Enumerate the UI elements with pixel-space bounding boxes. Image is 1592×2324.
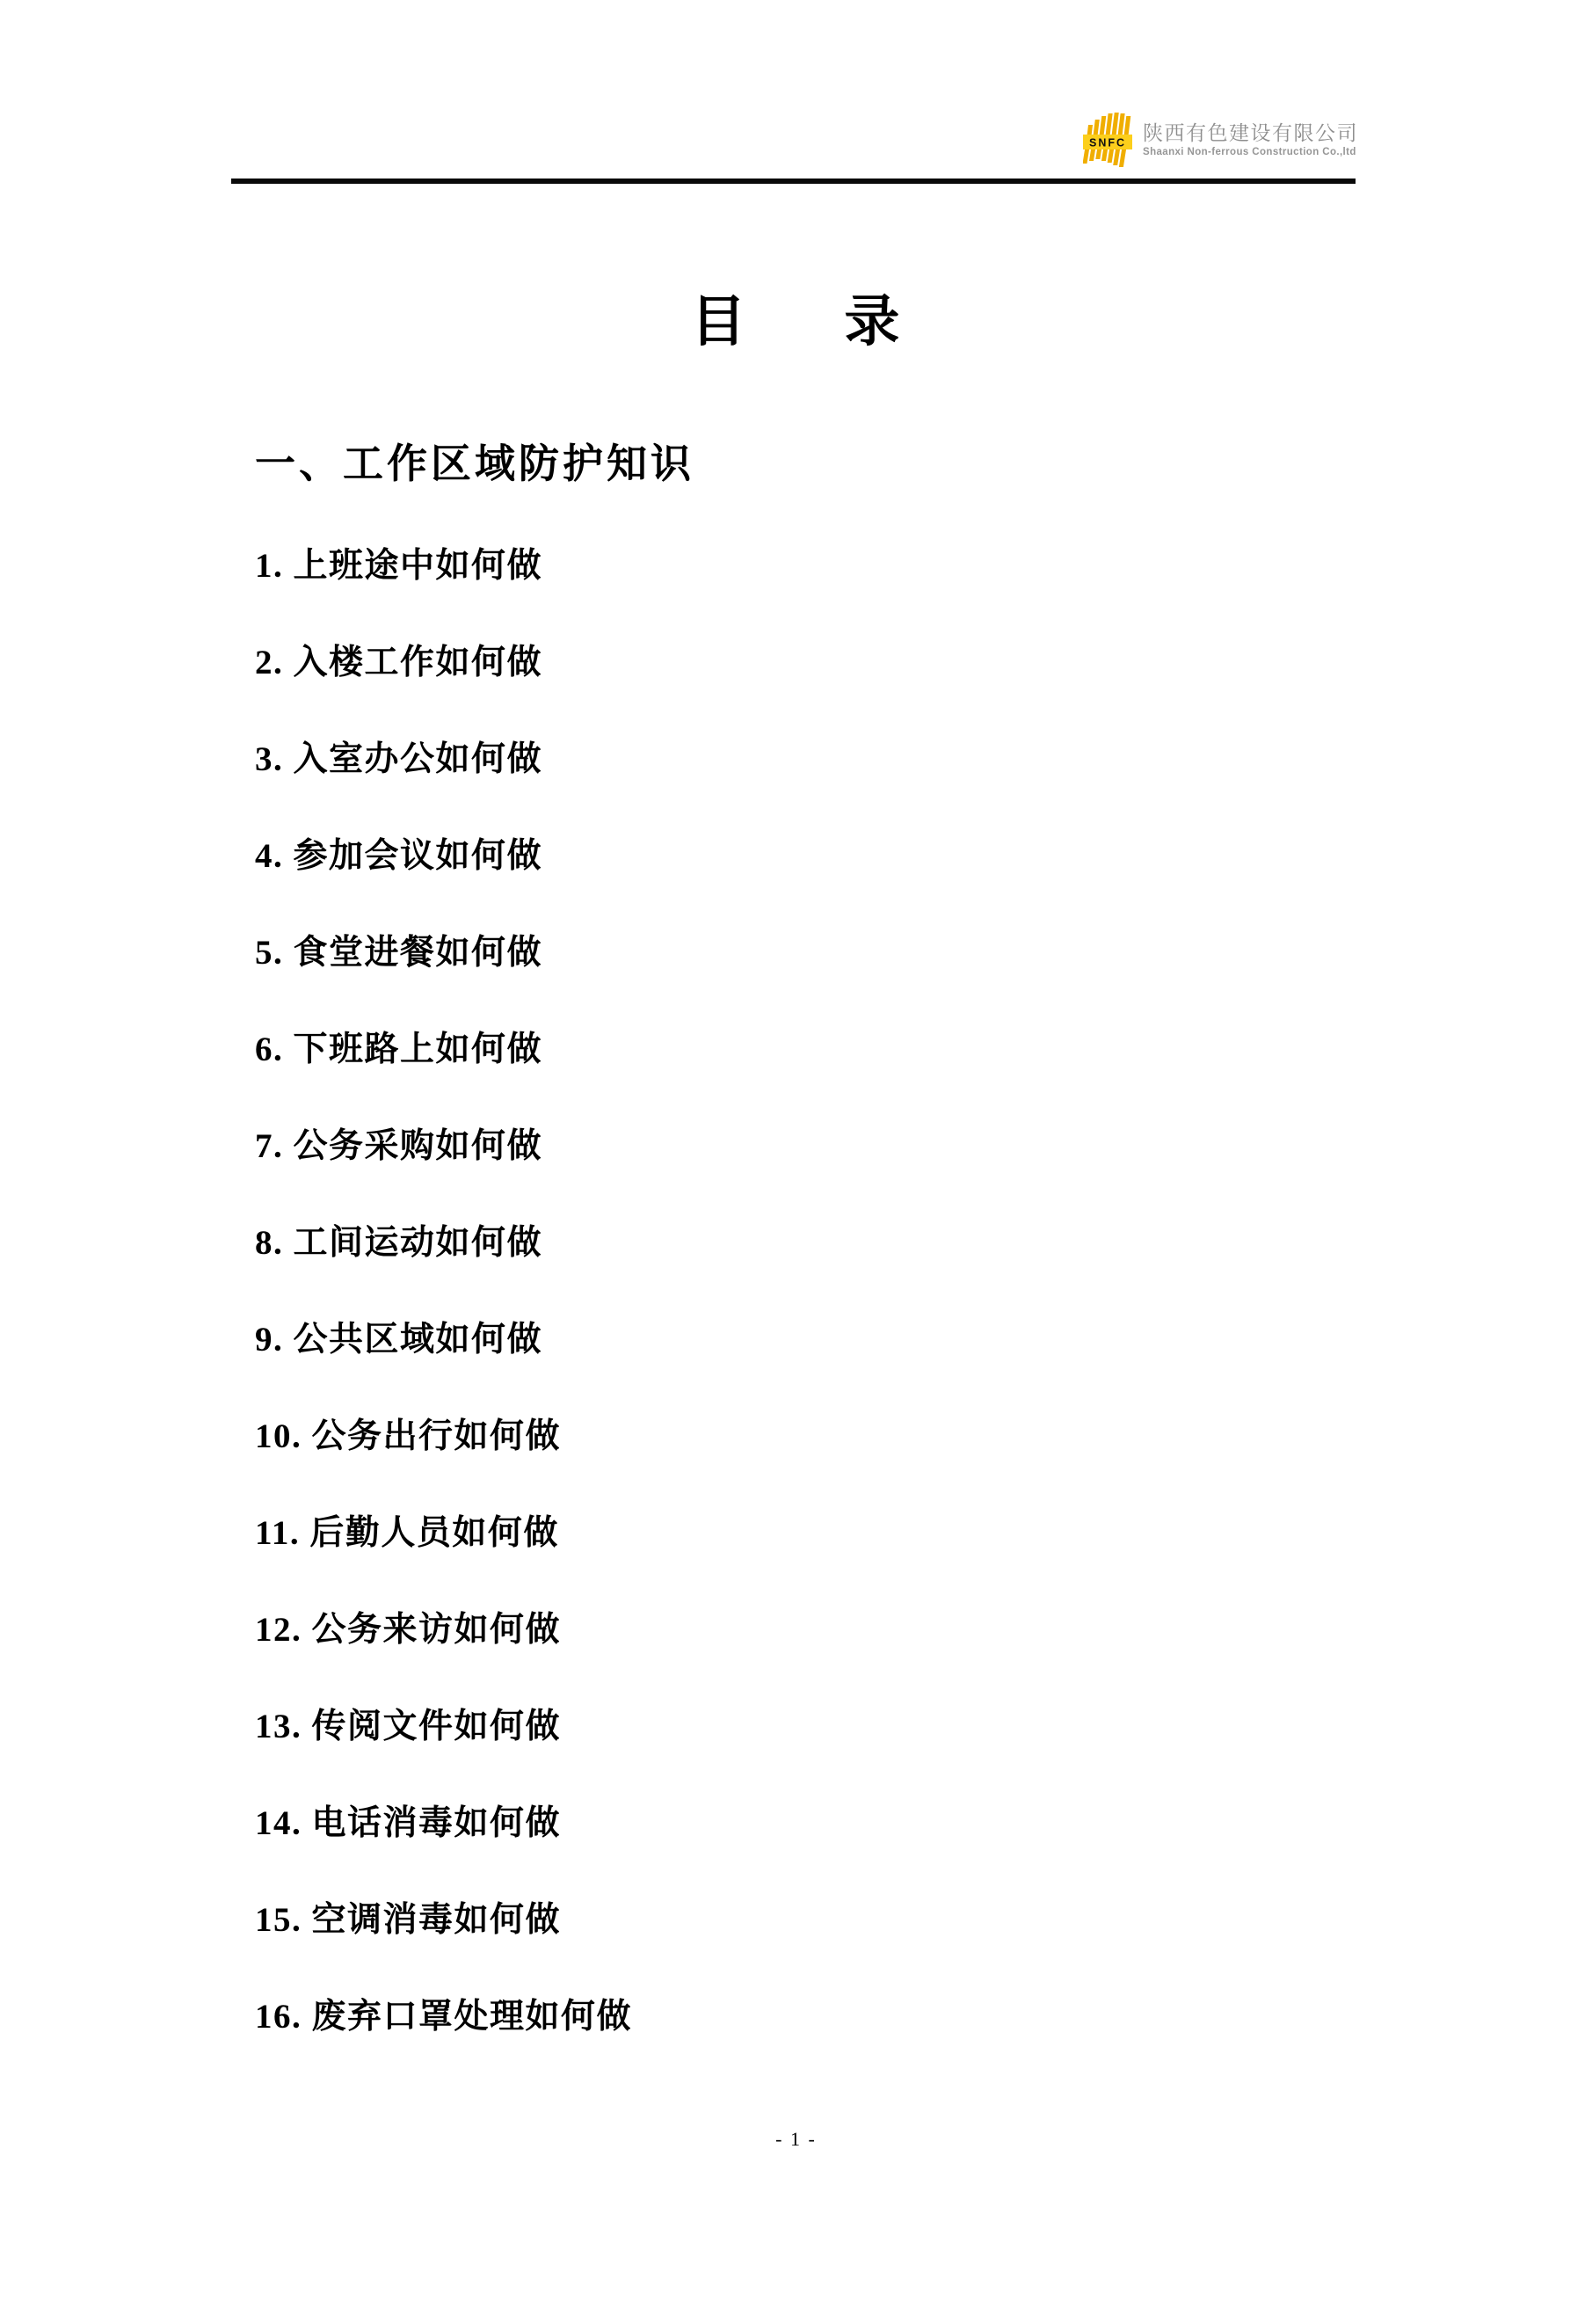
header-logo xyxy=(1083,111,1358,169)
toc-item-13: 13. 传阅文件如何做 xyxy=(255,1708,562,1745)
company-name-cn: 陕西有色建设有限公司 xyxy=(1143,120,1358,144)
toc-item-15: 15. 空调消毒如何做 xyxy=(255,1901,562,1939)
toc-item-9: 9. 公共区域如何做 xyxy=(255,1321,543,1359)
toc-item-1: 1. 上班途中如何做 xyxy=(255,547,543,585)
header-divider xyxy=(231,178,1356,184)
section-heading: 一、工作区域防护知识 xyxy=(255,441,694,486)
toc-list xyxy=(255,514,1354,2062)
company-name-block xyxy=(1143,122,1358,157)
page-title: 目 录 xyxy=(690,291,902,353)
toc-item-16: 16. 废弃口罩处理如何做 xyxy=(255,1998,633,2036)
toc-item-10: 10. 公务出行如何做 xyxy=(255,1417,562,1455)
toc-item-5: 5. 食堂进餐如何做 xyxy=(255,934,543,972)
company-logo-icon xyxy=(1083,111,1134,169)
toc-item-7: 7. 公务采购如何做 xyxy=(255,1127,543,1165)
page-number: - 1 - xyxy=(775,2128,817,2150)
toc-item-14: 14. 电话消毒如何做 xyxy=(255,1804,562,1842)
toc-item-2: 2. 入楼工作如何做 xyxy=(255,644,543,681)
company-name-en: Shaanxi Non-ferrous Construction Co.,ltd xyxy=(1143,147,1356,158)
toc-item-11: 11. 后勤人员如何做 xyxy=(255,1514,559,1552)
logo-abbr-text: SNFC xyxy=(1088,136,1127,149)
toc-item-6: 6. 下班路上如何做 xyxy=(255,1031,543,1068)
toc-item-12: 12. 公务来访如何做 xyxy=(255,1611,562,1649)
toc-item-3: 3. 入室办公如何做 xyxy=(255,740,543,778)
toc-item-8: 8. 工间运动如何做 xyxy=(255,1224,543,1262)
toc-item-4: 4. 参加会议如何做 xyxy=(255,837,543,875)
